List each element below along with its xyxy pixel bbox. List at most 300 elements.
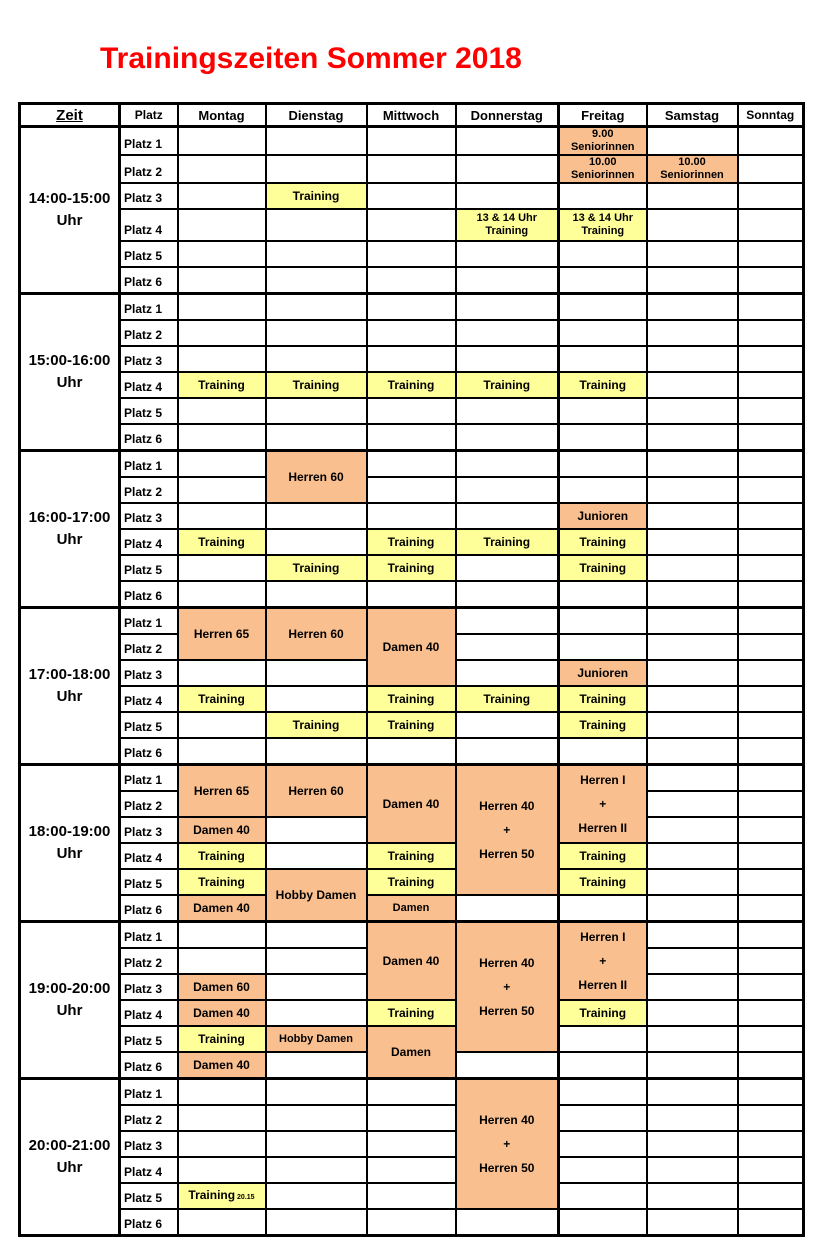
empty-cell bbox=[367, 209, 456, 241]
empty-cell bbox=[456, 398, 559, 424]
empty-cell bbox=[647, 1000, 738, 1026]
empty-cell bbox=[647, 320, 738, 346]
schedule-entry: Herren 40 + Herren 50 bbox=[456, 1079, 559, 1210]
schedule-row bbox=[20, 346, 804, 372]
court-label: Platz 2 bbox=[120, 477, 178, 503]
schedule-entry: Training bbox=[266, 712, 367, 738]
empty-cell bbox=[266, 1183, 367, 1209]
court-label: Platz 1 bbox=[120, 1079, 178, 1106]
empty-cell bbox=[647, 817, 738, 843]
court-label: Platz 3 bbox=[120, 660, 178, 686]
schedule-entry: Damen 40 bbox=[178, 817, 266, 843]
time-slot-label: 14:00-15:00 Uhr bbox=[20, 127, 120, 294]
empty-cell bbox=[178, 1105, 266, 1131]
empty-cell bbox=[178, 738, 266, 765]
empty-cell bbox=[456, 1209, 559, 1236]
court-label: Platz 5 bbox=[120, 1183, 178, 1209]
schedule-entry: Training 20.15 bbox=[178, 1183, 266, 1209]
empty-cell bbox=[738, 183, 804, 209]
empty-cell bbox=[738, 424, 804, 451]
empty-cell bbox=[367, 503, 456, 529]
empty-cell bbox=[266, 1052, 367, 1079]
schedule-row bbox=[20, 1209, 804, 1236]
time-slot-label: 15:00-16:00 Uhr bbox=[20, 294, 120, 451]
schedule-entry: 10.00 Seniorinnen bbox=[647, 155, 738, 183]
empty-cell bbox=[647, 686, 738, 712]
empty-cell bbox=[647, 974, 738, 1000]
court-label: Platz 6 bbox=[120, 424, 178, 451]
court-label: Platz 6 bbox=[120, 581, 178, 608]
schedule-entry: Herren 40 + Herren 50 bbox=[456, 765, 559, 896]
schedule-row bbox=[20, 1026, 804, 1052]
empty-cell bbox=[559, 1026, 647, 1052]
empty-cell bbox=[456, 738, 559, 765]
empty-cell bbox=[738, 922, 804, 949]
empty-cell bbox=[456, 451, 559, 478]
schedule-entry: Herren 65 bbox=[178, 608, 266, 661]
empty-cell bbox=[178, 294, 266, 321]
empty-cell bbox=[738, 529, 804, 555]
court-label: Platz 2 bbox=[120, 634, 178, 660]
empty-cell bbox=[559, 183, 647, 209]
schedule-row bbox=[20, 1105, 804, 1131]
schedule-entry: Herren I + Herren II bbox=[559, 922, 647, 1001]
empty-cell bbox=[647, 712, 738, 738]
empty-cell bbox=[266, 320, 367, 346]
header-row bbox=[20, 104, 804, 127]
schedule-entry: Training bbox=[559, 1000, 647, 1026]
schedule-entry: Training bbox=[266, 372, 367, 398]
empty-cell bbox=[738, 477, 804, 503]
court-label: Platz 2 bbox=[120, 948, 178, 974]
empty-cell bbox=[647, 1079, 738, 1106]
empty-cell bbox=[266, 529, 367, 555]
schedule-entry: Training bbox=[456, 529, 559, 555]
schedule-row bbox=[20, 183, 804, 209]
empty-cell bbox=[647, 895, 738, 922]
court-label: Platz 6 bbox=[120, 1209, 178, 1236]
empty-cell bbox=[367, 1131, 456, 1157]
empty-cell bbox=[738, 895, 804, 922]
empty-cell bbox=[367, 1105, 456, 1131]
schedule-entry: Damen 40 bbox=[367, 608, 456, 687]
empty-cell bbox=[647, 608, 738, 635]
court-label: Platz 3 bbox=[120, 1131, 178, 1157]
empty-cell bbox=[647, 634, 738, 660]
empty-cell bbox=[367, 477, 456, 503]
schedule-entry: Training bbox=[266, 183, 367, 209]
empty-cell bbox=[738, 765, 804, 792]
empty-cell bbox=[647, 209, 738, 241]
empty-cell bbox=[266, 1105, 367, 1131]
empty-cell bbox=[647, 477, 738, 503]
empty-cell bbox=[266, 1209, 367, 1236]
empty-cell bbox=[178, 581, 266, 608]
empty-cell bbox=[559, 477, 647, 503]
empty-cell bbox=[738, 1052, 804, 1079]
empty-cell bbox=[738, 581, 804, 608]
empty-cell bbox=[367, 1209, 456, 1236]
court-label: Platz 5 bbox=[120, 1026, 178, 1052]
empty-cell bbox=[647, 1157, 738, 1183]
empty-cell bbox=[367, 294, 456, 321]
empty-cell bbox=[456, 477, 559, 503]
empty-cell bbox=[647, 451, 738, 478]
schedule-entry: Junioren bbox=[559, 660, 647, 686]
empty-cell bbox=[647, 127, 738, 156]
schedule-row bbox=[20, 1131, 804, 1157]
court-label: Platz 4 bbox=[120, 1000, 178, 1026]
header-montag: Montag bbox=[178, 104, 266, 127]
empty-cell bbox=[559, 634, 647, 660]
header-dienstag: Dienstag bbox=[266, 104, 367, 127]
empty-cell bbox=[456, 183, 559, 209]
empty-cell bbox=[178, 451, 266, 478]
court-label: Platz 4 bbox=[120, 686, 178, 712]
empty-cell bbox=[178, 1079, 266, 1106]
empty-cell bbox=[738, 294, 804, 321]
empty-cell bbox=[559, 451, 647, 478]
header-freitag: Freitag bbox=[559, 104, 647, 127]
schedule-entry: Training bbox=[178, 529, 266, 555]
schedule-row bbox=[20, 1000, 804, 1026]
empty-cell bbox=[647, 241, 738, 267]
empty-cell bbox=[738, 712, 804, 738]
header-donnerstag: Donnerstag bbox=[456, 104, 559, 127]
empty-cell bbox=[647, 660, 738, 686]
schedule-row bbox=[20, 738, 804, 765]
court-label: Platz 3 bbox=[120, 817, 178, 843]
schedule-entry: Herren I + Herren II bbox=[559, 765, 647, 844]
empty-cell bbox=[266, 1000, 367, 1026]
empty-cell bbox=[266, 974, 367, 1000]
empty-cell bbox=[559, 895, 647, 922]
schedule-row bbox=[20, 529, 804, 555]
court-label: Platz 2 bbox=[120, 1105, 178, 1131]
empty-cell bbox=[456, 155, 559, 183]
empty-cell bbox=[559, 1131, 647, 1157]
court-label: Platz 1 bbox=[120, 127, 178, 156]
empty-cell bbox=[367, 424, 456, 451]
empty-cell bbox=[738, 209, 804, 241]
empty-cell bbox=[559, 241, 647, 267]
schedule-entry: Herren 60 bbox=[266, 608, 367, 661]
schedule-entry: 9.00 Seniorinnen bbox=[559, 127, 647, 156]
empty-cell bbox=[738, 503, 804, 529]
empty-cell bbox=[178, 477, 266, 503]
empty-cell bbox=[367, 155, 456, 183]
court-label: Platz 2 bbox=[120, 791, 178, 817]
empty-cell bbox=[178, 1157, 266, 1183]
time-slot-label: 19:00-20:00 Uhr bbox=[20, 922, 120, 1079]
empty-cell bbox=[738, 1183, 804, 1209]
empty-cell bbox=[738, 1079, 804, 1106]
empty-cell bbox=[647, 294, 738, 321]
schedule-row bbox=[20, 765, 804, 792]
empty-cell bbox=[647, 765, 738, 792]
court-label: Platz 5 bbox=[120, 241, 178, 267]
empty-cell bbox=[647, 581, 738, 608]
schedule-row bbox=[20, 320, 804, 346]
schedule-entry: 13 & 14 Uhr Training bbox=[559, 209, 647, 241]
empty-cell bbox=[738, 398, 804, 424]
court-label: Platz 3 bbox=[120, 183, 178, 209]
empty-cell bbox=[367, 1183, 456, 1209]
empty-cell bbox=[178, 320, 266, 346]
schedule-row bbox=[20, 424, 804, 451]
schedule-entry: Herren 60 bbox=[266, 765, 367, 818]
header-mittwoch: Mittwoch bbox=[367, 104, 456, 127]
empty-cell bbox=[367, 346, 456, 372]
schedule-entry: Training bbox=[559, 529, 647, 555]
schedule-entry: Training bbox=[266, 555, 367, 581]
empty-cell bbox=[738, 1157, 804, 1183]
empty-cell bbox=[456, 320, 559, 346]
court-label: Platz 3 bbox=[120, 503, 178, 529]
time-slot-label: 18:00-19:00 Uhr bbox=[20, 765, 120, 922]
empty-cell bbox=[559, 267, 647, 294]
empty-cell bbox=[647, 791, 738, 817]
page-title: Trainingszeiten Sommer 2018 bbox=[100, 42, 522, 75]
empty-cell bbox=[647, 1209, 738, 1236]
empty-cell bbox=[647, 738, 738, 765]
empty-cell bbox=[367, 1079, 456, 1106]
empty-cell bbox=[738, 155, 804, 183]
schedule-entry: Damen 40 bbox=[178, 895, 266, 922]
empty-cell bbox=[266, 686, 367, 712]
empty-cell bbox=[738, 1026, 804, 1052]
empty-cell bbox=[456, 660, 559, 686]
empty-cell bbox=[647, 948, 738, 974]
empty-cell bbox=[738, 660, 804, 686]
court-label: Platz 6 bbox=[120, 1052, 178, 1079]
empty-cell bbox=[559, 294, 647, 321]
court-label: Platz 6 bbox=[120, 738, 178, 765]
empty-cell bbox=[178, 346, 266, 372]
empty-cell bbox=[367, 451, 456, 478]
court-label: Platz 3 bbox=[120, 974, 178, 1000]
empty-cell bbox=[456, 346, 559, 372]
schedule-row bbox=[20, 581, 804, 608]
empty-cell bbox=[266, 346, 367, 372]
empty-cell bbox=[738, 738, 804, 765]
empty-cell bbox=[647, 1131, 738, 1157]
empty-cell bbox=[559, 346, 647, 372]
schedule-row bbox=[20, 503, 804, 529]
header-sonntag: Sonntag bbox=[738, 104, 804, 127]
empty-cell bbox=[456, 634, 559, 660]
empty-cell bbox=[266, 155, 367, 183]
empty-cell bbox=[738, 320, 804, 346]
empty-cell bbox=[266, 581, 367, 608]
empty-cell bbox=[738, 817, 804, 843]
empty-cell bbox=[456, 424, 559, 451]
empty-cell bbox=[266, 817, 367, 843]
schedule-entry: Damen bbox=[367, 895, 456, 922]
empty-cell bbox=[178, 398, 266, 424]
schedule-row bbox=[20, 155, 804, 183]
empty-cell bbox=[738, 791, 804, 817]
empty-cell bbox=[178, 1131, 266, 1157]
schedule-row bbox=[20, 555, 804, 581]
schedule-row bbox=[20, 1183, 804, 1209]
empty-cell bbox=[367, 183, 456, 209]
schedule-row bbox=[20, 686, 804, 712]
schedule-entry: Training bbox=[178, 1026, 266, 1052]
schedule-entry: Herren 60 bbox=[266, 451, 367, 504]
schedule-row bbox=[20, 895, 804, 922]
empty-cell bbox=[738, 843, 804, 869]
empty-cell bbox=[456, 608, 559, 635]
empty-cell bbox=[456, 581, 559, 608]
schedule-row bbox=[20, 294, 804, 321]
empty-cell bbox=[559, 581, 647, 608]
schedule-entry: Training bbox=[178, 686, 266, 712]
schedule-entry: Training bbox=[367, 372, 456, 398]
empty-cell bbox=[738, 634, 804, 660]
empty-cell bbox=[367, 581, 456, 608]
court-label: Platz 5 bbox=[120, 555, 178, 581]
empty-cell bbox=[647, 424, 738, 451]
empty-cell bbox=[266, 843, 367, 869]
empty-cell bbox=[367, 267, 456, 294]
empty-cell bbox=[178, 922, 266, 949]
schedule-entry: Training bbox=[559, 372, 647, 398]
empty-cell bbox=[559, 1209, 647, 1236]
empty-cell bbox=[266, 1157, 367, 1183]
empty-cell bbox=[266, 398, 367, 424]
schedule-entry: Training bbox=[559, 843, 647, 869]
empty-cell bbox=[559, 1052, 647, 1079]
empty-cell bbox=[738, 451, 804, 478]
empty-cell bbox=[738, 1000, 804, 1026]
empty-cell bbox=[266, 241, 367, 267]
empty-cell bbox=[367, 738, 456, 765]
schedule-entry: Damen 40 bbox=[178, 1052, 266, 1079]
empty-cell bbox=[178, 209, 266, 241]
court-label: Platz 4 bbox=[120, 372, 178, 398]
schedule-row bbox=[20, 209, 804, 241]
schedule-row bbox=[20, 398, 804, 424]
schedule-row bbox=[20, 451, 804, 478]
court-label: Platz 1 bbox=[120, 922, 178, 949]
empty-cell bbox=[559, 1157, 647, 1183]
empty-cell bbox=[738, 1131, 804, 1157]
empty-cell bbox=[559, 320, 647, 346]
schedule-entry: Training bbox=[367, 869, 456, 895]
empty-cell bbox=[367, 320, 456, 346]
schedule-entry: Training bbox=[367, 843, 456, 869]
schedule-entry: Training bbox=[559, 555, 647, 581]
empty-cell bbox=[178, 660, 266, 686]
empty-cell bbox=[647, 555, 738, 581]
schedule-entry: Damen bbox=[367, 1026, 456, 1079]
empty-cell bbox=[266, 1131, 367, 1157]
court-label: Platz 1 bbox=[120, 765, 178, 792]
empty-cell bbox=[456, 1052, 559, 1079]
court-label: Platz 2 bbox=[120, 320, 178, 346]
schedule-entry: Training bbox=[456, 372, 559, 398]
schedule-entry: Training bbox=[559, 686, 647, 712]
empty-cell bbox=[178, 155, 266, 183]
empty-cell bbox=[178, 555, 266, 581]
court-label: Platz 4 bbox=[120, 209, 178, 241]
empty-cell bbox=[647, 372, 738, 398]
schedule-entry: Training bbox=[367, 555, 456, 581]
empty-cell bbox=[738, 686, 804, 712]
empty-cell bbox=[738, 974, 804, 1000]
court-label: Platz 4 bbox=[120, 529, 178, 555]
empty-cell bbox=[647, 1105, 738, 1131]
court-label: Platz 1 bbox=[120, 294, 178, 321]
empty-cell bbox=[367, 1157, 456, 1183]
empty-cell bbox=[738, 608, 804, 635]
schedule-entry: 13 & 14 Uhr Training bbox=[456, 209, 559, 241]
empty-cell bbox=[738, 372, 804, 398]
empty-cell bbox=[647, 398, 738, 424]
empty-cell bbox=[266, 660, 367, 686]
empty-cell bbox=[178, 127, 266, 156]
schedule-row bbox=[20, 712, 804, 738]
schedule-entry: Hobby Damen bbox=[266, 869, 367, 922]
schedule-entry: Training bbox=[367, 712, 456, 738]
schedule-row bbox=[20, 869, 804, 895]
empty-cell bbox=[266, 738, 367, 765]
schedule-entry: Damen 40 bbox=[367, 765, 456, 844]
schedule-entry: Damen 40 bbox=[367, 922, 456, 1001]
empty-cell bbox=[559, 1183, 647, 1209]
schedule-row bbox=[20, 1079, 804, 1106]
empty-cell bbox=[266, 424, 367, 451]
empty-cell bbox=[456, 503, 559, 529]
empty-cell bbox=[647, 1026, 738, 1052]
empty-cell bbox=[647, 1183, 738, 1209]
empty-cell bbox=[647, 843, 738, 869]
empty-cell bbox=[559, 1079, 647, 1106]
empty-cell bbox=[178, 1209, 266, 1236]
empty-cell bbox=[559, 738, 647, 765]
empty-cell bbox=[456, 555, 559, 581]
schedule-row bbox=[20, 1157, 804, 1183]
court-label: Platz 5 bbox=[120, 712, 178, 738]
court-label: Platz 4 bbox=[120, 1157, 178, 1183]
court-label: Platz 5 bbox=[120, 398, 178, 424]
schedule-row bbox=[20, 843, 804, 869]
empty-cell bbox=[738, 127, 804, 156]
empty-cell bbox=[178, 267, 266, 294]
empty-cell bbox=[266, 267, 367, 294]
court-label: Platz 1 bbox=[120, 451, 178, 478]
entry-time-suffix: 20.15 bbox=[235, 1193, 255, 1201]
schedule-row bbox=[20, 608, 804, 635]
empty-cell bbox=[266, 922, 367, 949]
empty-cell bbox=[456, 895, 559, 922]
court-label: Platz 2 bbox=[120, 155, 178, 183]
schedule-row bbox=[20, 922, 804, 949]
empty-cell bbox=[738, 1209, 804, 1236]
empty-cell bbox=[266, 948, 367, 974]
court-label: Platz 1 bbox=[120, 608, 178, 635]
empty-cell bbox=[266, 127, 367, 156]
schedule-row bbox=[20, 127, 804, 156]
empty-cell bbox=[367, 241, 456, 267]
empty-cell bbox=[647, 503, 738, 529]
empty-cell bbox=[266, 209, 367, 241]
empty-cell bbox=[367, 127, 456, 156]
schedule-entry: Training bbox=[559, 869, 647, 895]
schedule-row bbox=[20, 267, 804, 294]
time-slot-label: 20:00-21:00 Uhr bbox=[20, 1079, 120, 1236]
